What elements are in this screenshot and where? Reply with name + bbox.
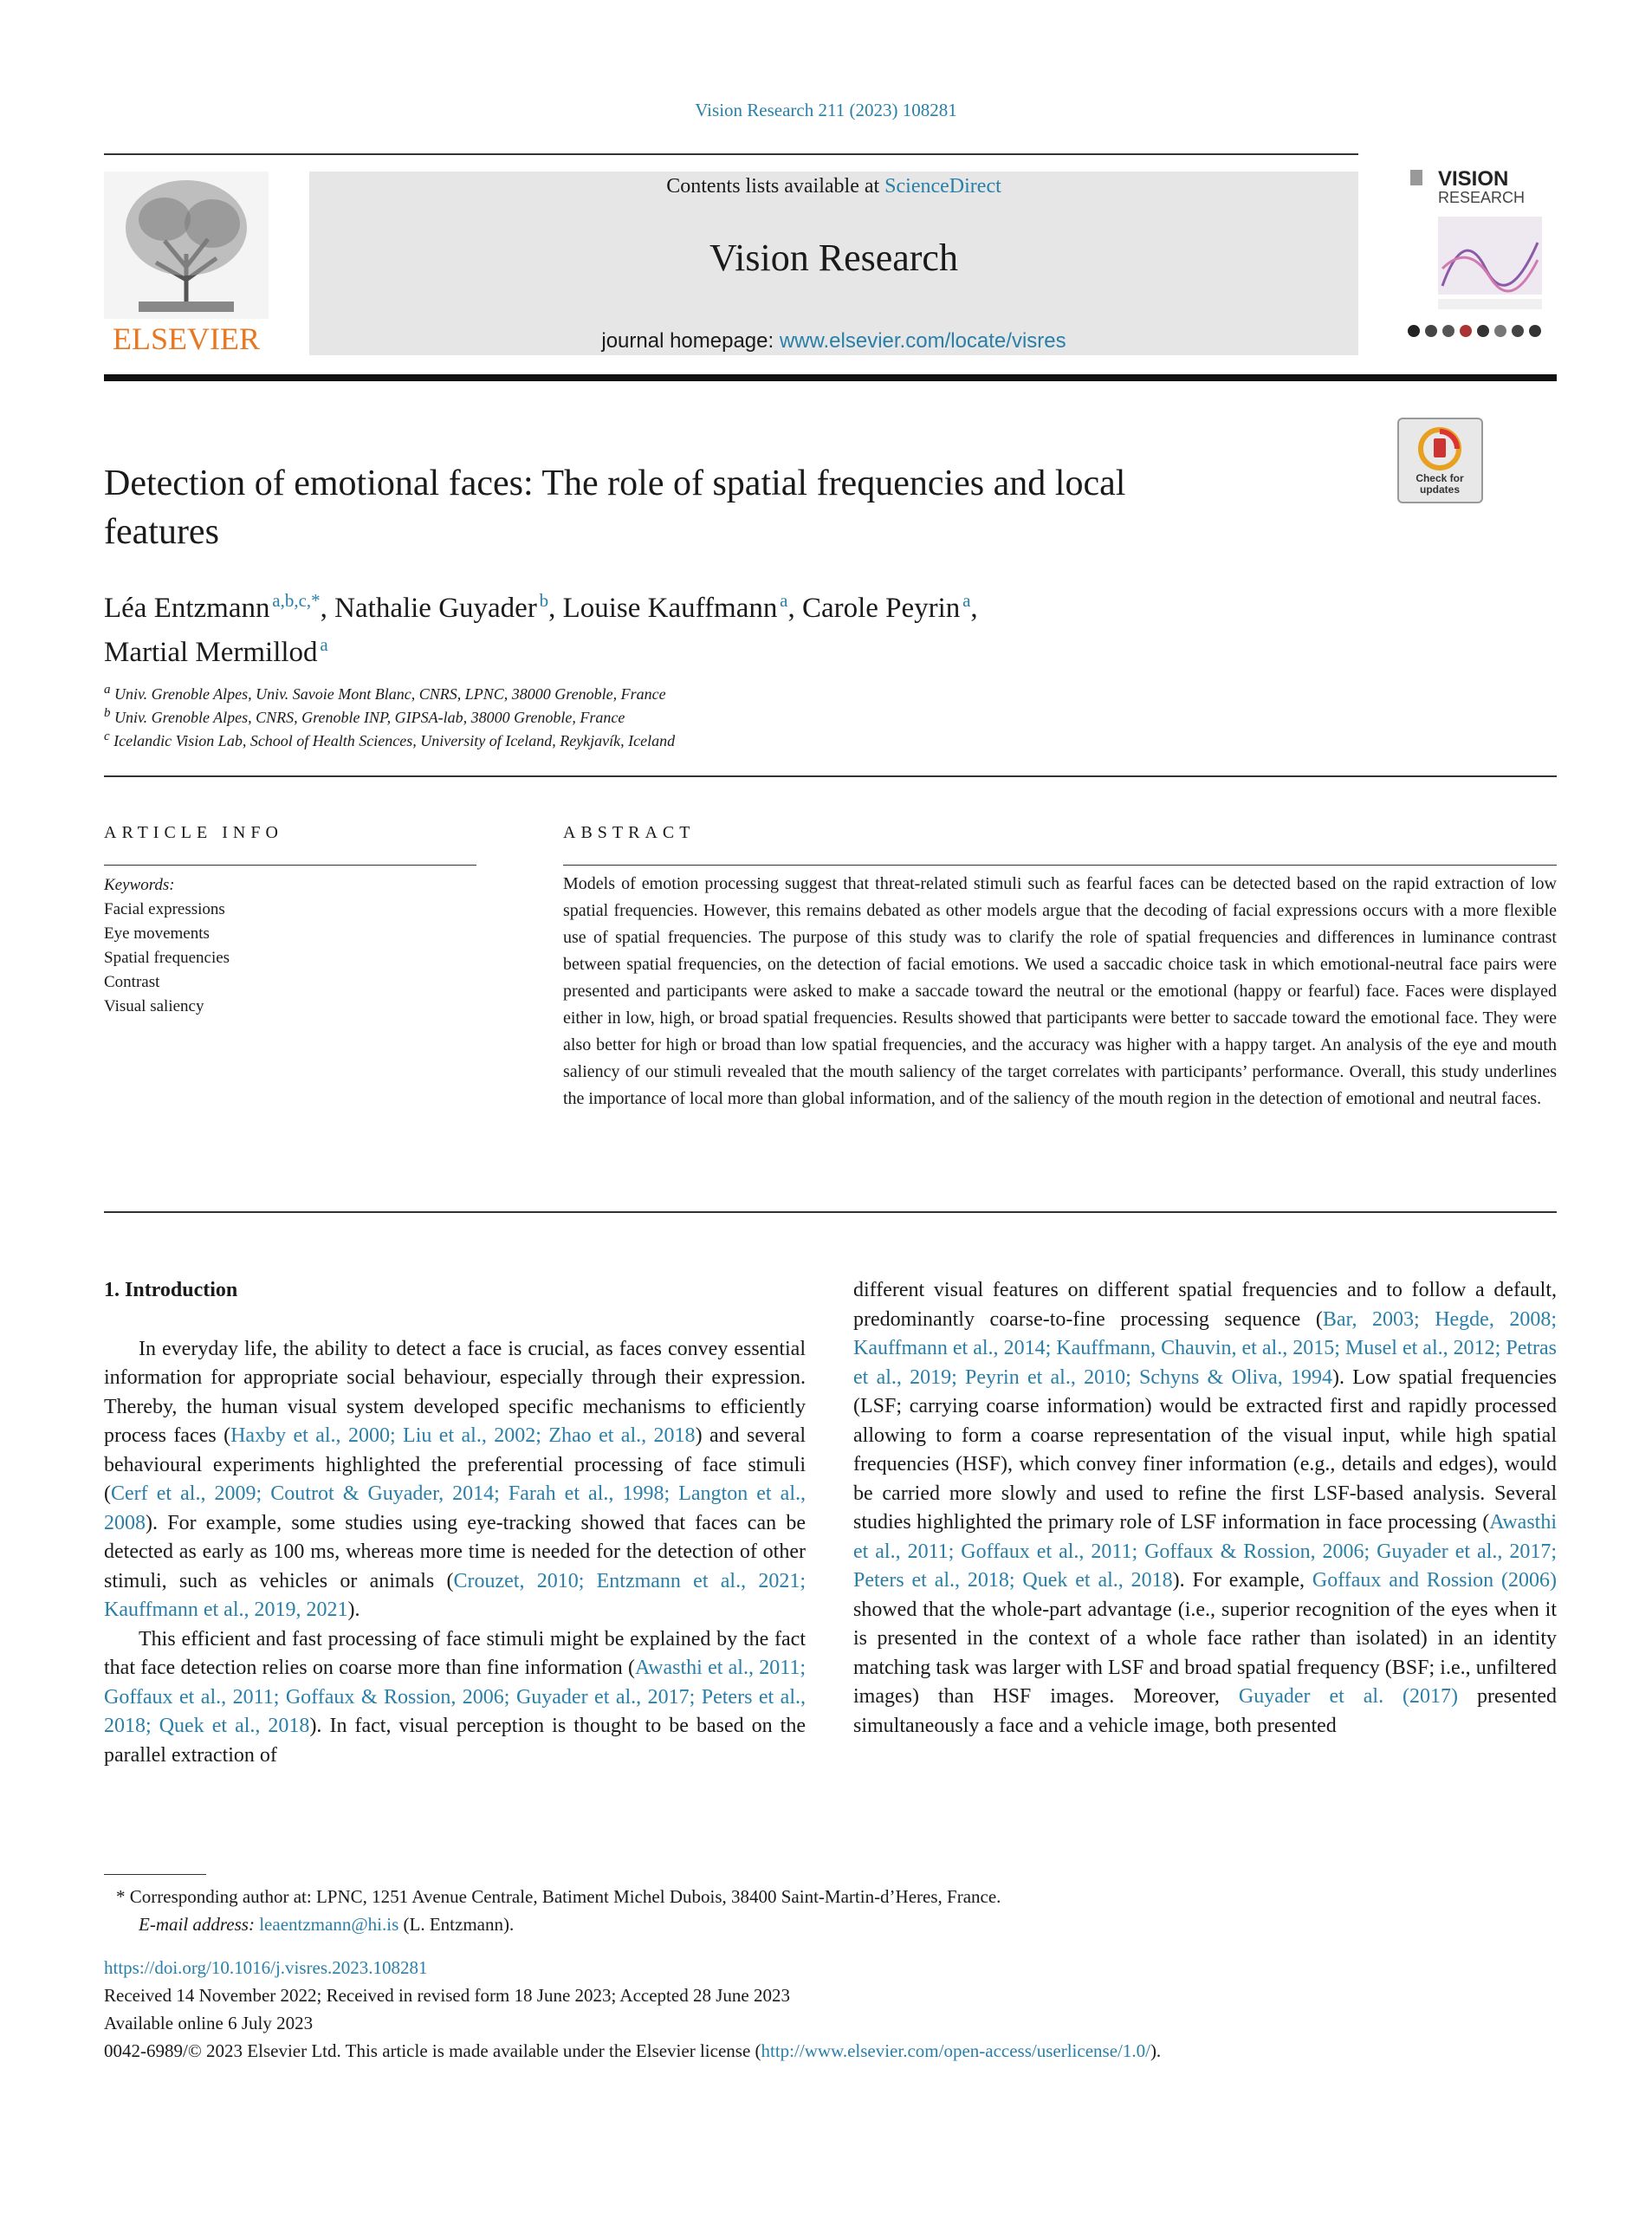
- copyright-suffix: ).: [1150, 2040, 1162, 2061]
- divider: [104, 865, 476, 866]
- paragraph: different visual features on different spatial frequencies and to follow a default, predominantly coarse-to-fine processing sequence (Bar, 2003; Hegde, 2008; Kauffmann et al., 2014; Kauffmann, Chauvin, et al., 2015; Musel et al., 2012; Petras et al., 2019; Peyrin et al., 2010; Schyns & Oliva, 1994). Low spatial frequencies (LSF; carrying coarse information) would be extracted first and rapidly processed allowing to form a coarse representation of the visual input, while high spatial frequencies (HSF), which convey finer information (e.g., details and edges), would be carried more slowly and used to refine the first LSF-based analysis. Several studies highlighted the primary role of LSF information in face processing (Awasthi et al., 2011; Goffaux et al., 2011; Goffaux & Rossion, 2006; Guyader et al., 2017; Peters et al., 2018; Quek et al., 2018). For example, Goffaux and Rossion (2006) showed that the whole-part advantage (i.e., superior recognition of the eyes when it is presented in the context of a whole face rather than isolated) in an identity matching task was larger with LSF and broad spatial frequency (BSF; i.e., unfiltered images) than HSF images. Moreover, Guyader et al. (2017) presented simultaneously a face and a vehicle image, both presented: [853, 1279, 1558, 1737]
- elsevier-logo[interactable]: [104, 172, 269, 358]
- journal-reference-link[interactable]: Vision Research 211 (2023) 108281: [695, 100, 957, 120]
- svg-text:RESEARCH: RESEARCH: [1438, 189, 1526, 206]
- affiliation-text: Icelandic Vision Lab, School of Health Sciences, University of Iceland, Reykjavík, Iceland: [113, 732, 676, 749]
- svg-text:ELSEVIER: ELSEVIER: [113, 321, 260, 356]
- paper-title: Detection of emotional faces: The role of spatial frequencies and local features: [104, 464, 1126, 552]
- keywords-list: [104, 873, 476, 1019]
- contents-prefix: Contents lists available at: [666, 175, 885, 198]
- citation-link[interactable]: Crouzet, 2010; Entzmann et al., 2021; Kauffmann et al., 2019, 2021: [104, 1569, 806, 1621]
- author-affiliation-marker[interactable]: a,b,c,*: [272, 590, 321, 611]
- author-name: Nathalie Guyader: [334, 593, 537, 624]
- keyword: Facial expressions: [104, 900, 225, 918]
- author-affiliation-marker[interactable]: a: [320, 634, 328, 655]
- license-link[interactable]: http://www.elsevier.com/open-access/userlicense/1.0/: [761, 2040, 1150, 2061]
- available-online: Available online 6 July 2023: [104, 2013, 314, 2033]
- homepage-prefix: journal homepage:: [601, 329, 780, 353]
- received-dates: Received 14 November 2022; Received in revised form 18 June 2023; Accepted 28 June 2023: [104, 1985, 790, 2006]
- footnote: [104, 1883, 1557, 1938]
- divider: [104, 1211, 1557, 1213]
- citation-link[interactable]: Cerf et al., 2009; Coutrot & Guyader, 2014; Farah et al., 1998; Langton et al., 2008: [104, 1482, 806, 1534]
- affiliation: [104, 683, 666, 704]
- author-name: Louise Kauffmann: [562, 593, 778, 624]
- email-link[interactable]: leaentzmann@hi.is: [259, 1914, 399, 1935]
- author-affiliation-marker[interactable]: a: [962, 590, 971, 611]
- keyword: Contrast: [104, 973, 160, 991]
- section-heading: 1. Introduction: [104, 1279, 238, 1301]
- author-list: Léa Entzmann $^{a,b,c,*}$, Nathalie Guyader $^b$, Louise Kauffmann $^a$, Carole Peyrin $^a$, Martial Mermillod $^a$: [104, 590, 978, 668]
- keyword: Visual saliency: [104, 997, 204, 1015]
- svg-text:Check for: Check for: [1416, 472, 1464, 484]
- author-name: Carole Peyrin: [801, 593, 961, 624]
- paragraph: This efficient and fast processing of face stimuli might be explained by the fact that face detection relies on coarse more than fine information (Awasthi et al., 2011; Goffaux et al., 2011; Goffaux & Rossion, 2006; Guyader et al., 2017; Peters et al., 2018; Quek et al., 2018). In fact, visual perception is thought to be based on the parallel extraction of: [104, 1627, 807, 1767]
- elsevier-tree-icon: [104, 172, 269, 358]
- svg-text:updates: updates: [1419, 483, 1461, 496]
- affiliation-text: Univ. Grenoble Alpes, CNRS, Grenoble INP, GIPSA-lab, 38000 Grenoble, France: [114, 709, 625, 726]
- abstract-text: Models of emotion processing suggest that threat-related stimuli such as fearful faces can be detected based on the rapid extraction of low spatial frequencies. However, this remains debated as other models argue that the decoding of facial expressions occurs with a more flexible use of spatial frequencies. The purpose of this study was to clarify the role of spatial frequencies and differences in luminance contrast between spatial frequencies, on the detection of facial emotions. We used a saccadic choice task in which emotional-neutral face pairs were presented and participants were asked to make a saccade toward the neutral or the emotional (happy or fearful) face. Faces were displayed either in low, high, or broad spatial frequencies. Results showed that participants were better to saccade toward the emotional face. They were also better for high or broad than low spatial frequencies, and the accuracy was higher with a happy target. An analysis of the eye and mouth saliency of our stimuli revealed that the mouth saliency of the target correlates with participants’ performance. Overall, this study underlines the importance of local more than global information, and of the saliency of the mouth region in the detection of emotional and neutral faces.: [563, 874, 1557, 1108]
- sciencedirect-link[interactable]: ScienceDirect: [884, 175, 1001, 198]
- masthead-rule: [104, 374, 1557, 381]
- affiliation-text: Univ. Grenoble Alpes, Univ. Savoie Mont Blanc, CNRS, LPNC, 38000 Grenoble, France: [114, 685, 666, 703]
- author-name: Léa Entzmann: [104, 593, 270, 624]
- affiliation: [104, 706, 625, 727]
- body-column-right: [853, 1276, 1557, 1741]
- email-suffix: (L. Entzmann).: [398, 1914, 515, 1935]
- citation-link[interactable]: Guyader et al. (2017): [1238, 1685, 1459, 1708]
- journal-cover[interactable]: [1403, 165, 1555, 351]
- body-column-left: [104, 1276, 806, 1770]
- citation-link[interactable]: Goffaux and Rossion (2006): [1312, 1569, 1558, 1592]
- author-affiliation-marker[interactable]: b: [539, 590, 549, 611]
- author-affiliation-marker[interactable]: a: [780, 590, 788, 611]
- keyword: Eye movements: [104, 924, 210, 943]
- contents-line: [309, 175, 1358, 198]
- paragraph: In everyday life, the ability to detect a face is crucial, as faces convey essential information for appropriate social behaviour, especially through their expression. Thereby, the human visual system developed specific mechanisms to efficiently process faces (Haxby et al., 2000; Liu et al., 2002; Zhao et al., 2018) and several behavioural experiments highlighted the preferential processing of face stimuli (Cerf et al., 2009; Coutrot & Guyader, 2014; Farah et al., 1998; Langton et al., 2008). For example, some studies using eye-tracking showed that faces can be detected as early as 100 ms, whereas more time is needed for the detection of other stimuli, such as vehicles or animals (Crouzet, 2010; Entzmann et al., 2021; Kauffmann et al., 2019, 2021).: [104, 1337, 806, 1621]
- top-rule: [104, 153, 1358, 155]
- affiliation-marker: b: [104, 706, 111, 720]
- copyright-prefix: 0042-6989/© 2023 Elsevier Ltd. This article is made available under the Elsevier license (: [104, 2040, 761, 2061]
- divider: [104, 775, 1557, 777]
- doi-link[interactable]: https://doi.org/10.1016/j.visres.2023.108281: [104, 1957, 428, 1978]
- keyword: Spatial frequencies: [104, 949, 230, 967]
- citation-link[interactable]: Bar, 2003; Hegde, 2008; Kauffmann et al., 2014; Kauffmann, Chauvin, et al., 2015; Musel et al., 2012; Petras et al., 2019; Peyrin et al., 2010; Schyns & Oliva, 1994: [853, 1307, 1557, 1389]
- journal-title: Vision Research: [709, 237, 958, 279]
- check-updates-icon: [1399, 419, 1481, 502]
- affiliation: [104, 730, 675, 750]
- affiliation-marker: a: [104, 683, 111, 697]
- citation-link[interactable]: Haxby et al., 2000; Liu et al., 2002; Zhao et al., 2018: [230, 1424, 696, 1447]
- author-name: Martial Mermillod: [104, 637, 318, 668]
- homepage-link[interactable]: www.elsevier.com/locate/visres: [779, 329, 1066, 353]
- homepage-line: [309, 329, 1358, 353]
- corresponding-author-note: * Corresponding author at: LPNC, 1251 Avenue Centrale, Batiment Michel Dubois, 38400 Saint-Martin-d’Heres, France.: [116, 1886, 1001, 1907]
- affiliation-marker: c: [104, 730, 110, 743]
- journal-cover-image: [1403, 165, 1555, 351]
- email-line: [104, 1910, 1557, 1938]
- article-meta: [104, 1954, 1557, 2065]
- footnote-rule: [104, 1874, 206, 1875]
- copyright-line: [104, 2037, 1557, 2065]
- keywords-label: Keywords:: [104, 876, 175, 894]
- citation-link[interactable]: Awasthi et al., 2011; Goffaux et al., 2011; Goffaux & Rossion, 2006; Guyader et al., 2017; Peters et al., 2018; Quek et al., 2018: [104, 1657, 807, 1737]
- divider: [563, 865, 1557, 866]
- abstract-heading: ABSTRACT: [563, 823, 696, 842]
- svg-text:VISION: VISION: [1438, 167, 1509, 191]
- email-label: E-mail address:: [139, 1914, 260, 1935]
- check-for-updates-button[interactable]: [1397, 418, 1483, 503]
- citation-link[interactable]: Awasthi et al., 2011; Goffaux et al., 2011; Goffaux & Rossion, 2006; Guyader et al., 2017; Peters et al., 2018; Quek et al., 2018: [853, 1511, 1557, 1592]
- article-info-heading: ARTICLE INFO: [104, 823, 283, 842]
